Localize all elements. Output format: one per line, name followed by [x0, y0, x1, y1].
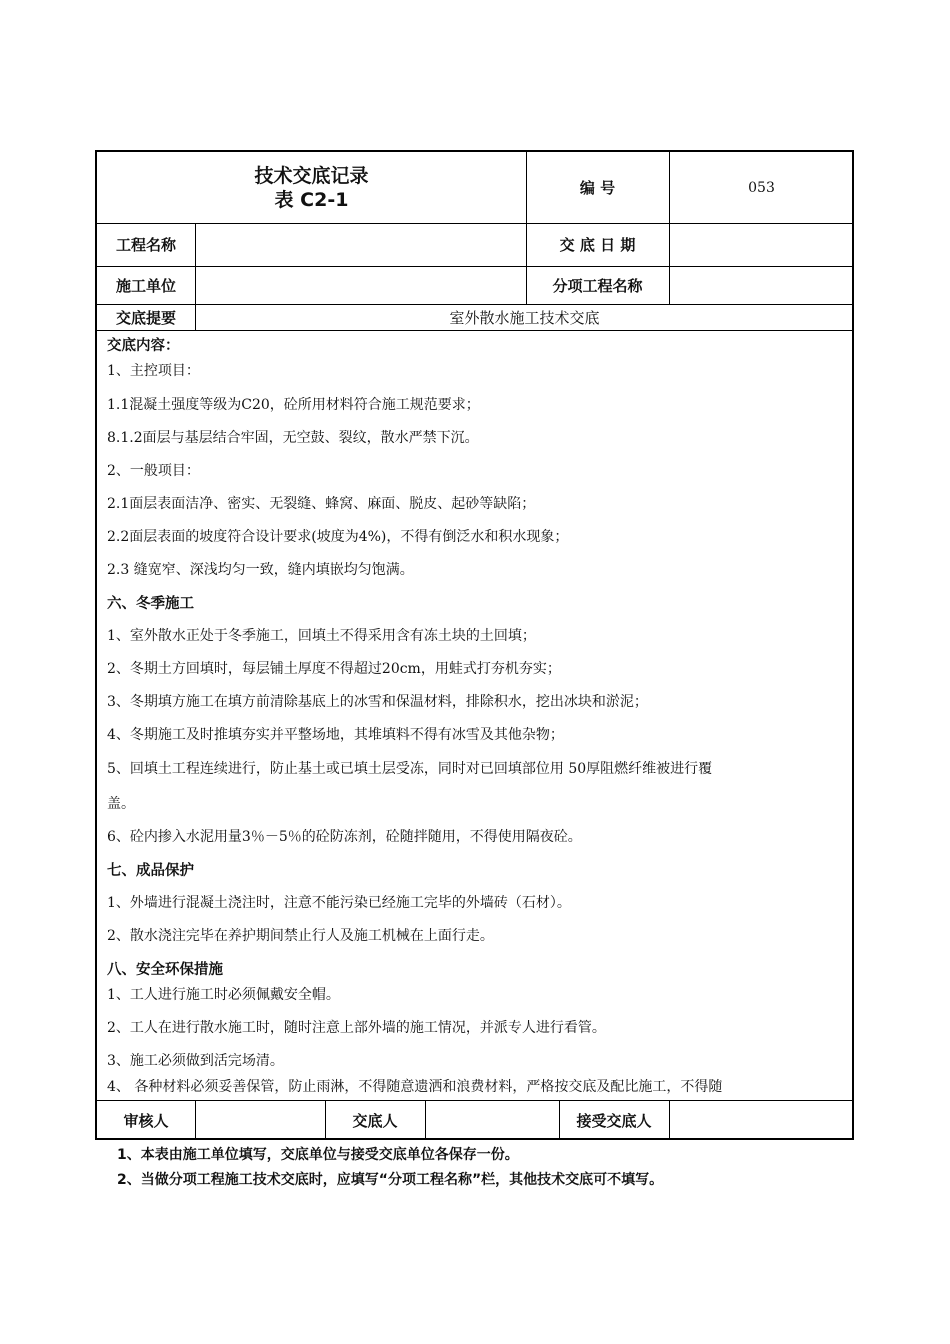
- project-name-label: 工程名称: [115, 236, 176, 254]
- subproject-label: 分项工程名称: [552, 276, 643, 295]
- technical-disclosure-form: [95, 150, 854, 1140]
- content-line: 2、工人在进行散水施工时，随时注意上部外墙的施工情况，并派专人进行看管。: [107, 1020, 606, 1036]
- content-line: 2、冬期土方回填时，每层铺土厚度不得超过20cm，用蛙式打夯机夯实；: [107, 661, 561, 677]
- content-line: 2、散水浇注完毕在养护期间禁止行人及施工机械在上面行走。: [107, 928, 494, 944]
- content-line: 2.2面层表面的坡度符合设计要求(坡度为4%)，不得有倒泛水和积水现象；: [107, 529, 569, 545]
- disclosure-content: [107, 334, 845, 1100]
- contractor-label: 施工单位: [115, 276, 176, 295]
- form-title-main: 技术交底记录: [254, 164, 369, 187]
- date-label: 交 底 日 期: [559, 236, 636, 254]
- form-code: 表 C2-1: [274, 188, 349, 211]
- summary-field[interactable]: 室外散水施工技术交底: [449, 308, 600, 327]
- summary-label: 交底提要: [115, 308, 176, 327]
- receiver-label: 接受交底人: [576, 1111, 652, 1130]
- content-line: 1、室外散水正处于冬季施工，回填土不得采用含有冻土块的土回填；: [107, 628, 536, 644]
- content-line: 3、冬期填方施工在填方前清除基底上的冰雪和保温材料，排除积水，挖出冰块和淤泥；: [107, 694, 648, 710]
- content-heading: 交底内容：: [107, 338, 180, 354]
- content-line: 1、主控项目：: [107, 363, 200, 379]
- content-line: 4、冬期施工及时推填夯实并平整场地，其堆填料不得有冰雪及其他杂物；: [107, 727, 564, 743]
- content-line: 4、 各种材料必须妥善保管，防止雨淋，不得随意遗洒和浪费材料，严格按交底及配比施工，不得随: [107, 1079, 723, 1095]
- section-heading: 六、冬季施工: [107, 596, 194, 612]
- footnote: 2、当做分项工程施工技术交底时，应填写“分项工程名称”栏，其他技术交底可不填写。: [117, 1172, 664, 1188]
- form-title: [97, 152, 526, 223]
- project-name-field[interactable]: [195, 223, 526, 266]
- content-line: 8.1.2面层与基层结合牢固，无空鼓、裂纹，散水严禁下沉。: [107, 430, 479, 446]
- content-line: 1、工人进行施工时必须佩戴安全帽。: [107, 987, 340, 1003]
- content-line: 5、回填土工程连续进行，防止基土或已填土层受冻，同时对已回填部位用 50厚阻燃纤维被进行覆: [107, 761, 713, 777]
- content-line: 1.1混凝土强度等级为C20，砼所用材料符合施工规范要求；: [107, 397, 480, 413]
- row-divider: [97, 330, 852, 331]
- reviewer-field[interactable]: [195, 1100, 325, 1140]
- receiver-field[interactable]: [669, 1100, 854, 1140]
- number-value[interactable]: 053: [748, 179, 775, 196]
- reviewer-label: 审核人: [123, 1111, 169, 1130]
- content-line: 2.3 缝宽窄、深浅均匀一致，缝内填嵌均匀饱满。: [107, 562, 414, 578]
- number-label: 编 号: [579, 179, 616, 197]
- content-line: 6、砼内掺入水泥用量3％－5％的砼防冻剂，砼随拌随用，不得使用隔夜砼。: [107, 829, 582, 845]
- discloser-field[interactable]: [425, 1100, 559, 1140]
- content-line: 盖。: [107, 796, 135, 812]
- section-heading: 八、安全环保措施: [107, 962, 223, 978]
- subproject-field[interactable]: [669, 266, 854, 304]
- date-field[interactable]: [669, 223, 854, 266]
- content-line: 2、一般项目：: [107, 463, 200, 479]
- discloser-label: 交底人: [352, 1111, 398, 1130]
- footnote: 1、本表由施工单位填写，交底单位与接受交底单位各保存一份。: [117, 1147, 519, 1163]
- contractor-field[interactable]: [195, 266, 526, 304]
- content-line: 2.1面层表面洁净、密实、无裂缝、蜂窝、麻面、脱皮、起砂等缺陷；: [107, 496, 536, 512]
- content-line: 3、施工必须做到活完场清。: [107, 1053, 284, 1069]
- content-line: 1、外墙进行混凝土浇注时，注意不能污染已经施工完毕的外墙砖（石材）。: [107, 895, 571, 911]
- section-heading: 七、成品保护: [107, 863, 194, 879]
